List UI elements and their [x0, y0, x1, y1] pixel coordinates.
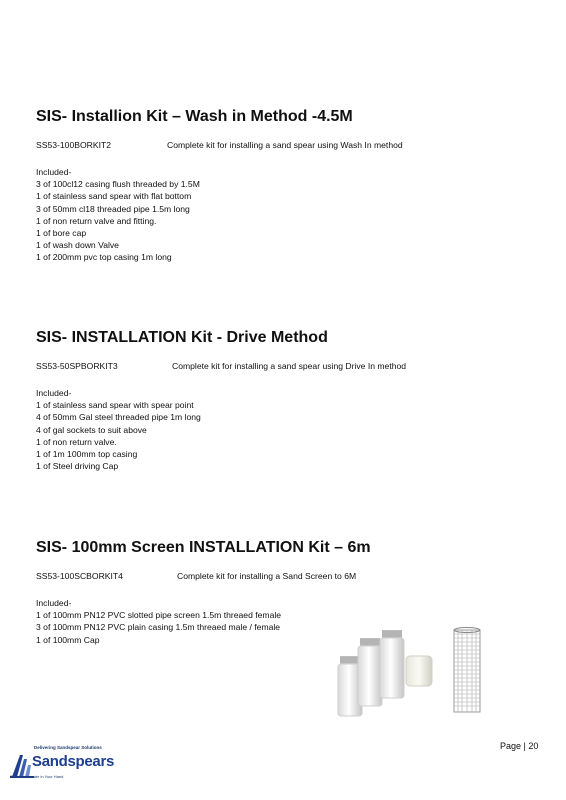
product-code-row	[36, 140, 536, 152]
list-item: 1 of non return valve and fitting.	[36, 215, 157, 226]
list-item: 1 of 100mm PN12 PVC slotted pipe screen 1.5m threaed female	[36, 610, 282, 621]
list-item: 3 of 100mm PN12 PVC plain casing 1.5m threaed male / female	[36, 622, 281, 633]
list-item: 1 of 200mm pvc top casing 1m long	[36, 252, 172, 263]
kit-product-image	[330, 622, 505, 722]
section-title: SIS- Installion Kit – Wash in Method -4.5M	[36, 108, 353, 125]
list-item: 1 of bore cap	[36, 228, 87, 239]
list-item: 1 of stainless sand spear with flat bottom	[36, 191, 192, 202]
product-code-row	[36, 571, 536, 583]
page-number: Page | 20	[500, 741, 539, 751]
list-item: 1 of non return valve.	[36, 436, 117, 447]
product-description: Complete kit for installing a Sand Screen to 6M	[177, 571, 357, 581]
kit-section-drive-in	[36, 329, 536, 472]
product-code: SS53-100BORKIT2	[36, 140, 111, 150]
list-item: 1 of 1m 100mm top casing	[36, 449, 138, 460]
list-item: 4 of 50mm Gal steel threaded pipe 1m long	[36, 412, 201, 423]
section-title: SIS- 100mm Screen INSTALLATION Kit – 6m	[36, 539, 371, 556]
product-description: Complete kit for installing a sand spear using Drive In method	[172, 361, 407, 371]
list-item: 3 of 50mm cl18 threaded pipe 1.5m long	[36, 203, 190, 214]
list-item: 1 of wash down Valve	[36, 240, 119, 251]
included-list	[36, 387, 536, 472]
list-item: Included-	[36, 388, 72, 398]
product-description: Complete kit for installing a sand spear using Wash In method	[167, 140, 403, 150]
product-code-row	[36, 361, 536, 373]
kit-section-wash-in	[36, 108, 536, 264]
list-item: 4 of gal sockets to suit above	[36, 424, 147, 435]
section-title: SIS- INSTALLATION Kit - Drive Method	[36, 329, 328, 346]
list-item: Included-	[36, 167, 72, 177]
product-code: SS53-50SPBORKIT3	[36, 361, 118, 371]
product-code: SS53-100SCBORKIT4	[36, 571, 123, 581]
list-item: 1 of stainless sand spear with spear point	[36, 400, 194, 411]
logo-tagline: Delivering Sandspear Solutions	[34, 745, 102, 750]
list-item: Included-	[36, 598, 72, 608]
list-item: 1 of 100mm Cap	[36, 634, 100, 645]
logo-subtitle: Pure fresh water in Your Hand	[10, 774, 64, 779]
pipes-illustration	[330, 622, 505, 722]
logo-brand: Sandspears	[32, 753, 115, 770]
sandspears-logo	[10, 745, 120, 785]
list-item: 1 of Steel driving Cap	[36, 461, 119, 472]
list-item: 3 of 100cl12 casing flush threaded by 1.5M	[36, 179, 200, 190]
included-list	[36, 166, 536, 264]
